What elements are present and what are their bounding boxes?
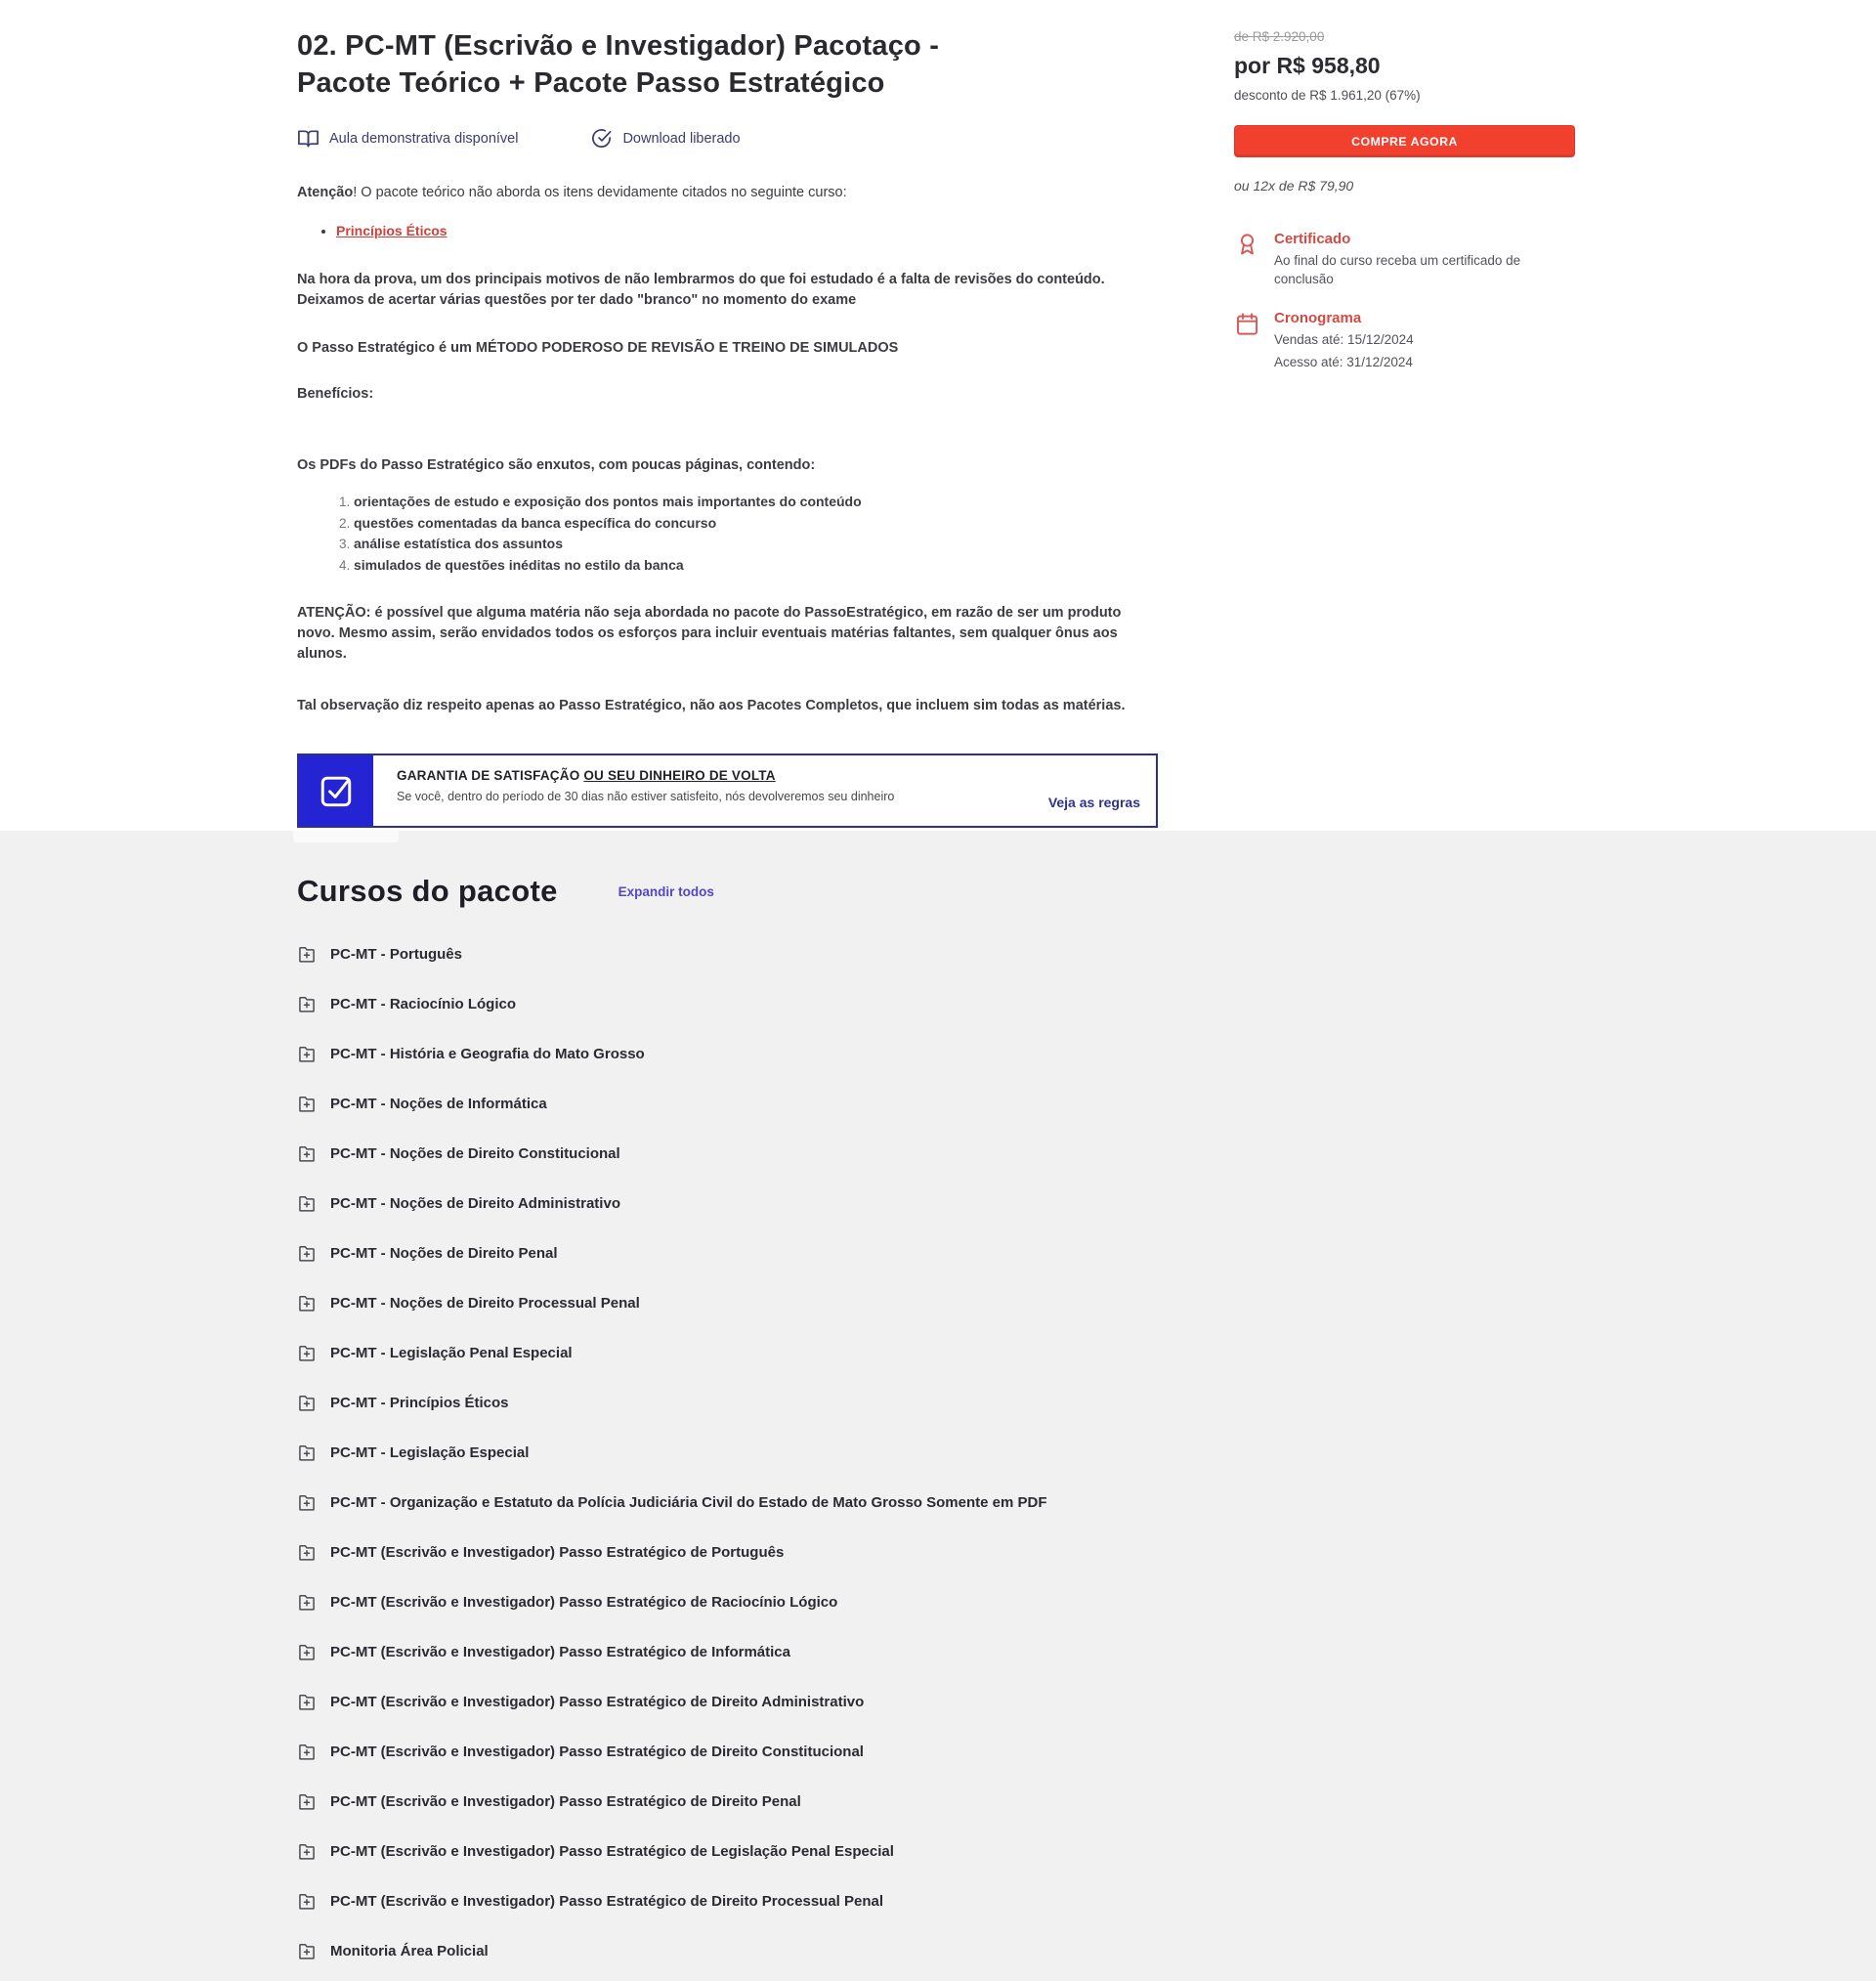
course-list-item[interactable]	[297, 1740, 1665, 1763]
badge-label: Download liberado	[622, 130, 741, 147]
course-list-item[interactable]	[297, 1042, 1665, 1065]
folder-plus-icon[interactable]	[297, 1243, 317, 1263]
courses-header	[297, 874, 1665, 909]
feature-title[interactable]: Cronograma	[1274, 310, 1362, 326]
pdf-contents-list	[297, 492, 1162, 576]
course-label: PC-MT (Escrivão e Investigador) Passo Estratégico de Informática	[330, 1643, 790, 1660]
pdf-content-item: 4. simulados de questões inéditas no estilo da banca	[354, 555, 1162, 577]
course-label: PC-MT - Noções de Direito Constitucional	[330, 1144, 620, 1162]
folder-plus-icon[interactable]	[297, 1293, 317, 1313]
folder-plus-icon[interactable]	[297, 1044, 317, 1063]
course-list-item[interactable]	[297, 1191, 1665, 1215]
section-tab-remnant	[293, 831, 399, 842]
folder-plus-icon[interactable]	[297, 1343, 317, 1362]
check-circle-icon	[590, 127, 613, 150]
course-list-item[interactable]	[297, 1789, 1665, 1813]
course-list-item[interactable]	[297, 1839, 1665, 1863]
course-list-item[interactable]	[297, 1291, 1665, 1314]
excluded-course-link[interactable]: Princípios Éticos	[336, 223, 448, 238]
folder-plus-icon[interactable]	[297, 1941, 317, 1960]
course-list-item[interactable]	[297, 1092, 1665, 1115]
folder-plus-icon[interactable]	[297, 1094, 317, 1113]
package-details-section	[0, 0, 1876, 831]
badge-label: Aula demonstrativa disponível	[329, 130, 519, 147]
folder-plus-icon[interactable]	[297, 1791, 317, 1811]
folder-plus-icon[interactable]	[297, 1143, 317, 1163]
attention-lead: Atenção	[297, 185, 354, 200]
course-label: PC-MT - Legislação Especial	[330, 1443, 530, 1461]
purchase-feature	[1234, 310, 1575, 371]
folder-plus-icon[interactable]	[297, 1592, 317, 1612]
calendar-icon	[1234, 311, 1260, 337]
courses-inner	[297, 874, 1665, 1981]
folder-plus-icon[interactable]	[297, 1193, 317, 1213]
guarantee-rules-link[interactable]: Veja as regras	[1047, 795, 1140, 810]
attention-note-paragraph: ATENÇÃO: é possível que alguma matéria não seja abordada no pacote do PassoEstratégico, em razão de ser um produto novo. Mesmo assim, serão envidados todos os esforços para incluir eventuais matérias faltantes, sem qualquer ônus aos alunos.	[297, 605, 1122, 662]
course-label: PC-MT - Português	[330, 945, 462, 963]
feature-lines	[1274, 251, 1575, 288]
course-label: Monitoria Área Policial	[330, 1942, 489, 1959]
pdf-content-item: 3. análise estatística dos assuntos	[354, 534, 1162, 555]
course-label: PC-MT - Noções de Informática	[330, 1095, 547, 1112]
folder-plus-icon[interactable]	[297, 944, 317, 964]
purchase-feature	[1234, 231, 1575, 288]
purchase-features	[1234, 231, 1575, 371]
course-label: PC-MT - Noções de Direito Administrativo	[330, 1194, 620, 1212]
course-list-item[interactable]	[297, 1241, 1665, 1265]
folder-plus-icon[interactable]	[297, 1642, 317, 1661]
page-title: 02. PC-MT (Escrivão e Investigador) Pacotaço - Pacote Teórico + Pacote Passo Estratégico	[297, 30, 940, 99]
folder-plus-icon[interactable]	[297, 1891, 317, 1911]
course-list-item[interactable]	[297, 1640, 1665, 1663]
course-list-item[interactable]	[297, 942, 1665, 966]
course-list-item[interactable]	[297, 1490, 1665, 1514]
course-list-item[interactable]	[297, 1889, 1665, 1913]
course-list-item[interactable]	[297, 1939, 1665, 1962]
buy-now-label: COMPRE AGORA	[1351, 134, 1458, 149]
package-courses-section	[0, 831, 1876, 1981]
pdf-content-item: 2. questões comentadas da banca específica do concurso	[354, 513, 1162, 535]
guarantee-subtitle: Se você, dentro do período de 30 dias não estiver satisfeito, nós devolveremos seu dinheiro	[397, 790, 895, 803]
checkbox-icon	[315, 769, 358, 812]
expand-all-link[interactable]: Expandir todos	[618, 883, 714, 899]
course-list-item[interactable]	[297, 1141, 1665, 1165]
note-scope-paragraph: Tal observação diz respeito apenas ao Passo Estratégico, não aos Pacotes Completos, que incluem sim todas as matérias.	[297, 698, 1126, 713]
folder-plus-icon[interactable]	[297, 1542, 317, 1562]
course-label: PC-MT - Noções de Direito Processual Penal	[330, 1294, 640, 1312]
award-icon	[1234, 232, 1260, 258]
course-list-item[interactable]	[297, 1341, 1665, 1364]
package-badges	[297, 127, 1162, 150]
package-badge[interactable]	[590, 127, 740, 150]
course-list	[297, 942, 1665, 1962]
discount-text: desconto de R$ 1.961,20 (67%)	[1234, 88, 1421, 103]
feature-title[interactable]: Certificado	[1274, 231, 1351, 247]
course-label: PC-MT - Legislação Penal Especial	[330, 1344, 573, 1361]
pdf-content-item: 1. orientações de estudo e exposição dos pontos mais importantes do conteúdo	[354, 492, 1162, 513]
course-label: PC-MT - Princípios Éticos	[330, 1394, 509, 1411]
guarantee-title-underlined: OU SEU DINHEIRO DE VOLTA	[583, 768, 776, 783]
course-list-item[interactable]	[297, 992, 1665, 1015]
excluded-course-item	[336, 223, 1162, 240]
course-label: PC-MT (Escrivão e Investigador) Passo Estratégico de Português	[330, 1543, 785, 1561]
course-label: PC-MT (Escrivão e Investigador) Passo Estratégico de Direito Constitucional	[330, 1743, 864, 1760]
guarantee-icon-box	[299, 755, 373, 826]
satisfaction-guarantee-box	[297, 754, 1158, 828]
course-label: PC-MT (Escrivão e Investigador) Passo Estratégico de Direito Penal	[330, 1792, 801, 1810]
guarantee-texts	[373, 755, 894, 826]
course-label: PC-MT - História e Geografia do Mato Grosso	[330, 1045, 645, 1062]
course-label: PC-MT (Escrivão e Investigador) Passo Estratégico de Legislação Penal Especial	[330, 1842, 894, 1860]
folder-plus-icon[interactable]	[297, 1841, 317, 1861]
folder-plus-icon[interactable]	[297, 1742, 317, 1761]
feature-lines	[1274, 330, 1575, 371]
revision-paragraph: Na hora da prova, um dos principais motivos de não lembrarmos do que foi estudado é a falta de revisões do conteúdo. Deixamos de acertar várias questões por ter dado "branco" no momento do exame	[297, 272, 1105, 308]
course-list-item[interactable]	[297, 1441, 1665, 1464]
course-label: PC-MT (Escrivão e Investigador) Passo Estratégico de Raciocínio Lógico	[330, 1593, 838, 1611]
folder-plus-icon[interactable]	[297, 1393, 317, 1412]
pdfs-lead: Os PDFs do Passo Estratégico são enxutos, com poucas páginas, contendo:	[297, 457, 816, 473]
course-label: PC-MT - Raciocínio Lógico	[330, 995, 516, 1012]
package-badge[interactable]	[297, 127, 518, 150]
course-list-item[interactable]	[297, 1590, 1665, 1614]
course-label: PC-MT - Noções de Direito Penal	[330, 1244, 558, 1262]
course-label: PC-MT (Escrivão e Investigador) Passo Estratégico de Direito Processual Penal	[330, 1892, 884, 1910]
feature-line: Ao final do curso receba um certificado de conclusão	[1274, 253, 1521, 286]
folder-plus-icon[interactable]	[297, 1443, 317, 1462]
book-icon	[297, 127, 320, 150]
course-list-item[interactable]	[297, 1690, 1665, 1713]
benefits-label: Benefícios:	[297, 386, 374, 402]
folder-plus-icon[interactable]	[297, 1692, 317, 1711]
attention-rest: ! O pacote teórico não aborda os itens devidamente citados no seguinte curso:	[353, 185, 847, 200]
excluded-courses-list	[297, 223, 1162, 240]
folder-plus-icon[interactable]	[297, 994, 317, 1013]
method-paragraph: O Passo Estratégico é um MÉTODO PODEROSO DE REVISÃO E TREINO DE SIMULADOS	[297, 340, 899, 356]
course-label: PC-MT (Escrivão e Investigador) Passo Estratégico de Direito Administrativo	[330, 1693, 865, 1710]
feature-line: Vendas até: 15/12/2024	[1274, 332, 1414, 347]
courses-section-title: Cursos do pacote	[297, 874, 558, 908]
course-list-item[interactable]	[297, 1391, 1665, 1414]
course-list-item[interactable]	[297, 1540, 1665, 1564]
installments-text: ou 12x de R$ 79,90	[1234, 178, 1354, 194]
package-main-column	[297, 27, 1162, 828]
old-price: de R$ 2.920,00	[1234, 29, 1325, 44]
feature-line: Acesso até: 31/12/2024	[1274, 355, 1413, 369]
attention-paragraph	[297, 183, 1162, 203]
course-label: PC-MT - Organização e Estatuto da Polícia Judiciária Civil do Estado de Mato Grosso Somente em PDF	[330, 1493, 1047, 1511]
folder-plus-icon[interactable]	[297, 1492, 317, 1512]
guarantee-title: GARANTIA DE SATISFAÇÃO OU SEU DINHEIRO DE VOLTA	[397, 768, 776, 783]
current-price: por R$ 958,80	[1234, 53, 1381, 78]
buy-now-button[interactable]	[1234, 125, 1575, 157]
purchase-sidebar	[1234, 29, 1575, 393]
